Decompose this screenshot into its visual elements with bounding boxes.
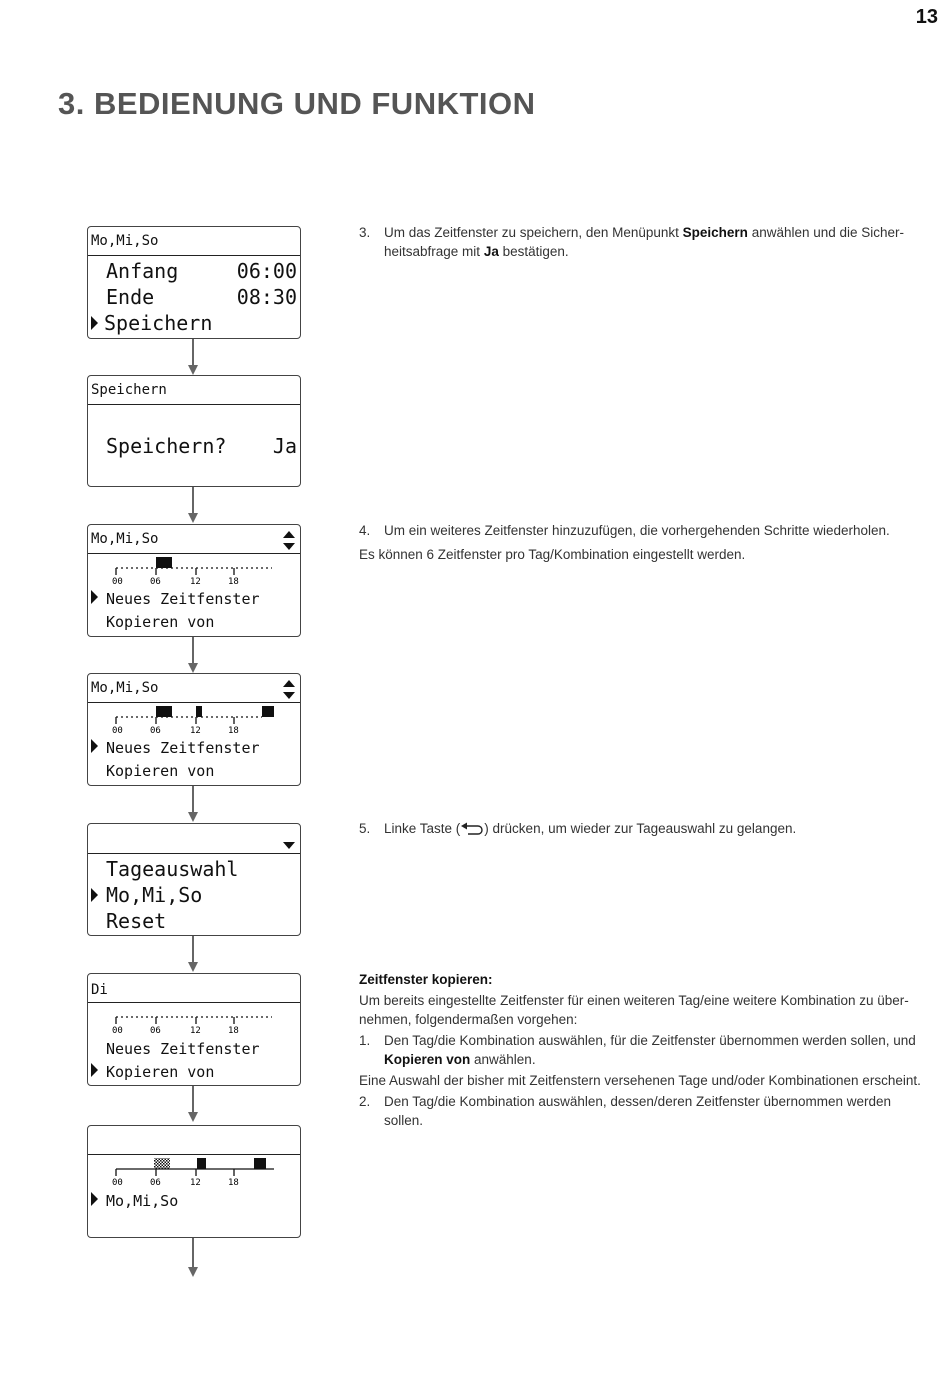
menu-item-mo-mi-so: Mo,Mi,So: [106, 883, 203, 907]
row-ende-label: Ende: [106, 285, 155, 309]
cursor-arrow-icon: [91, 316, 98, 330]
screen-header: Mo,Mi,So: [91, 680, 159, 696]
copy-intro: Um bereits eingestellte Zeitfenster für einen weiteren Tag/eine weitere Kombination zu über- nehmen, folgendermaßen vorgehen:: [359, 993, 909, 1027]
cursor-arrow-icon: [91, 1063, 98, 1077]
screen-header: Speichern: [91, 382, 167, 398]
tick-06: 06: [150, 577, 161, 586]
chapter-title: 3. BEDIENUNG UND FUNKTION: [58, 86, 536, 121]
copy-item-1: 1. Den Tag/die Kombination auswählen, für die Zeitfenster übernommen werden sollen, und Kopieren von anwählen.: [359, 1033, 916, 1067]
tick-18: 18: [228, 1026, 239, 1035]
screen-header: Di: [91, 982, 108, 998]
screen-header: Mo,Mi,So: [91, 531, 159, 547]
tick-18: 18: [228, 577, 239, 586]
display-screen-7: [87, 1125, 301, 1238]
menu-item-neues-zeitfenster: Neues Zeitfenster: [106, 1040, 260, 1058]
scroll-updown-icon: [282, 679, 296, 701]
note-6-windows: Es können 6 Zeitfenster pro Tag/Kombination eingestellt werden.: [359, 547, 746, 562]
copy-heading: Zeitfenster kopieren:: [359, 972, 493, 987]
save-answer: Ja: [272, 434, 297, 458]
step-3: [359, 223, 934, 261]
tick-18: 18: [228, 1178, 239, 1187]
timeline-bar: [112, 705, 274, 735]
bold-kopieren-von: Kopieren von: [384, 1052, 471, 1067]
tick-06: 06: [150, 726, 161, 735]
step-5: [359, 819, 934, 838]
step-text: Um ein weiteres Zeitfenster hinzuzufügen, die vorhergehenden Schritte wiederholen.: [384, 523, 890, 538]
display-screen-2: [87, 375, 301, 487]
bold-ja: Ja: [483, 244, 499, 259]
cursor-arrow-icon: [91, 590, 98, 604]
tick-12: 12: [190, 1178, 201, 1187]
step-4: [359, 521, 934, 540]
save-prompt: Speichern?: [106, 434, 227, 458]
tick-18: 18: [228, 726, 239, 735]
cursor-arrow-icon: [91, 739, 98, 753]
menu-item-kopieren-von: Kopieren von: [106, 613, 215, 631]
copy-section: [359, 970, 934, 1130]
page-number: 13: [915, 6, 938, 28]
display-screen-5: [87, 823, 301, 936]
scroll-down-icon: [282, 840, 296, 852]
tick-12: 12: [190, 1026, 201, 1035]
menu-item-neues-zeitfenster: Neues Zeitfenster: [106, 739, 260, 757]
copy-item-2: 2. Den Tag/die Kombination auswählen, dessen/deren Zeitfenster übernommen werden sollen.: [359, 1094, 892, 1128]
tick-00: 00: [112, 726, 123, 735]
menu-item-neues-zeitfenster: Neues Zeitfenster: [106, 590, 260, 608]
tick-00: 00: [112, 1178, 123, 1187]
menu-item-kopieren-von: Kopieren von: [106, 762, 215, 780]
timeline-bar: [112, 556, 274, 586]
row-anfang-value: 06:00: [236, 259, 297, 283]
tick-06: 06: [150, 1178, 161, 1187]
row-anfang-label: Anfang: [106, 259, 179, 283]
menu-item-tageauswahl: Tageauswahl: [106, 857, 239, 881]
timeline-bar: [112, 1157, 274, 1187]
bold-speichern: Speichern: [682, 225, 748, 240]
display-screen-4: [87, 673, 301, 786]
tick-00: 00: [112, 1026, 123, 1035]
display-screen-1: [87, 226, 301, 339]
row-ende-value: 08:30: [236, 285, 297, 309]
step-number: 3.: [359, 225, 371, 240]
step-number: 5.: [359, 821, 371, 836]
menu-item-mo-mi-so: Mo,Mi,So: [106, 1192, 179, 1210]
copy-note: Eine Auswahl der bisher mit Zeitfenstern versehenen Tage und/oder Kombinationen erscheint.: [359, 1073, 921, 1088]
timeline-bar: [112, 1005, 274, 1035]
back-key-icon: [460, 822, 484, 836]
step-text: Linke Taste ( ) drücken, um wieder zur Tageauswahl zu gelangen.: [384, 821, 797, 836]
menu-item-reset: Reset: [106, 909, 167, 933]
cursor-arrow-icon: [91, 888, 98, 902]
tick-06: 06: [150, 1026, 161, 1035]
tick-00: 00: [112, 577, 123, 586]
screen-header: Mo,Mi,So: [91, 233, 159, 249]
step-number: 4.: [359, 523, 371, 538]
display-screen-6: [87, 973, 301, 1086]
row-speichern: Speichern: [104, 311, 213, 335]
display-screen-3: [87, 524, 301, 637]
tick-12: 12: [190, 577, 201, 586]
scroll-updown-icon: [282, 530, 296, 552]
cursor-arrow-icon: [91, 1192, 98, 1206]
step-text: Um das Zeitfenster zu speichern, den Menüpunkt Speichern anwählen und die Sicher- heitsabfrage mit Ja bestätigen.: [384, 225, 905, 259]
tick-12: 12: [190, 726, 201, 735]
menu-item-kopieren-von: Kopieren von: [106, 1063, 215, 1081]
